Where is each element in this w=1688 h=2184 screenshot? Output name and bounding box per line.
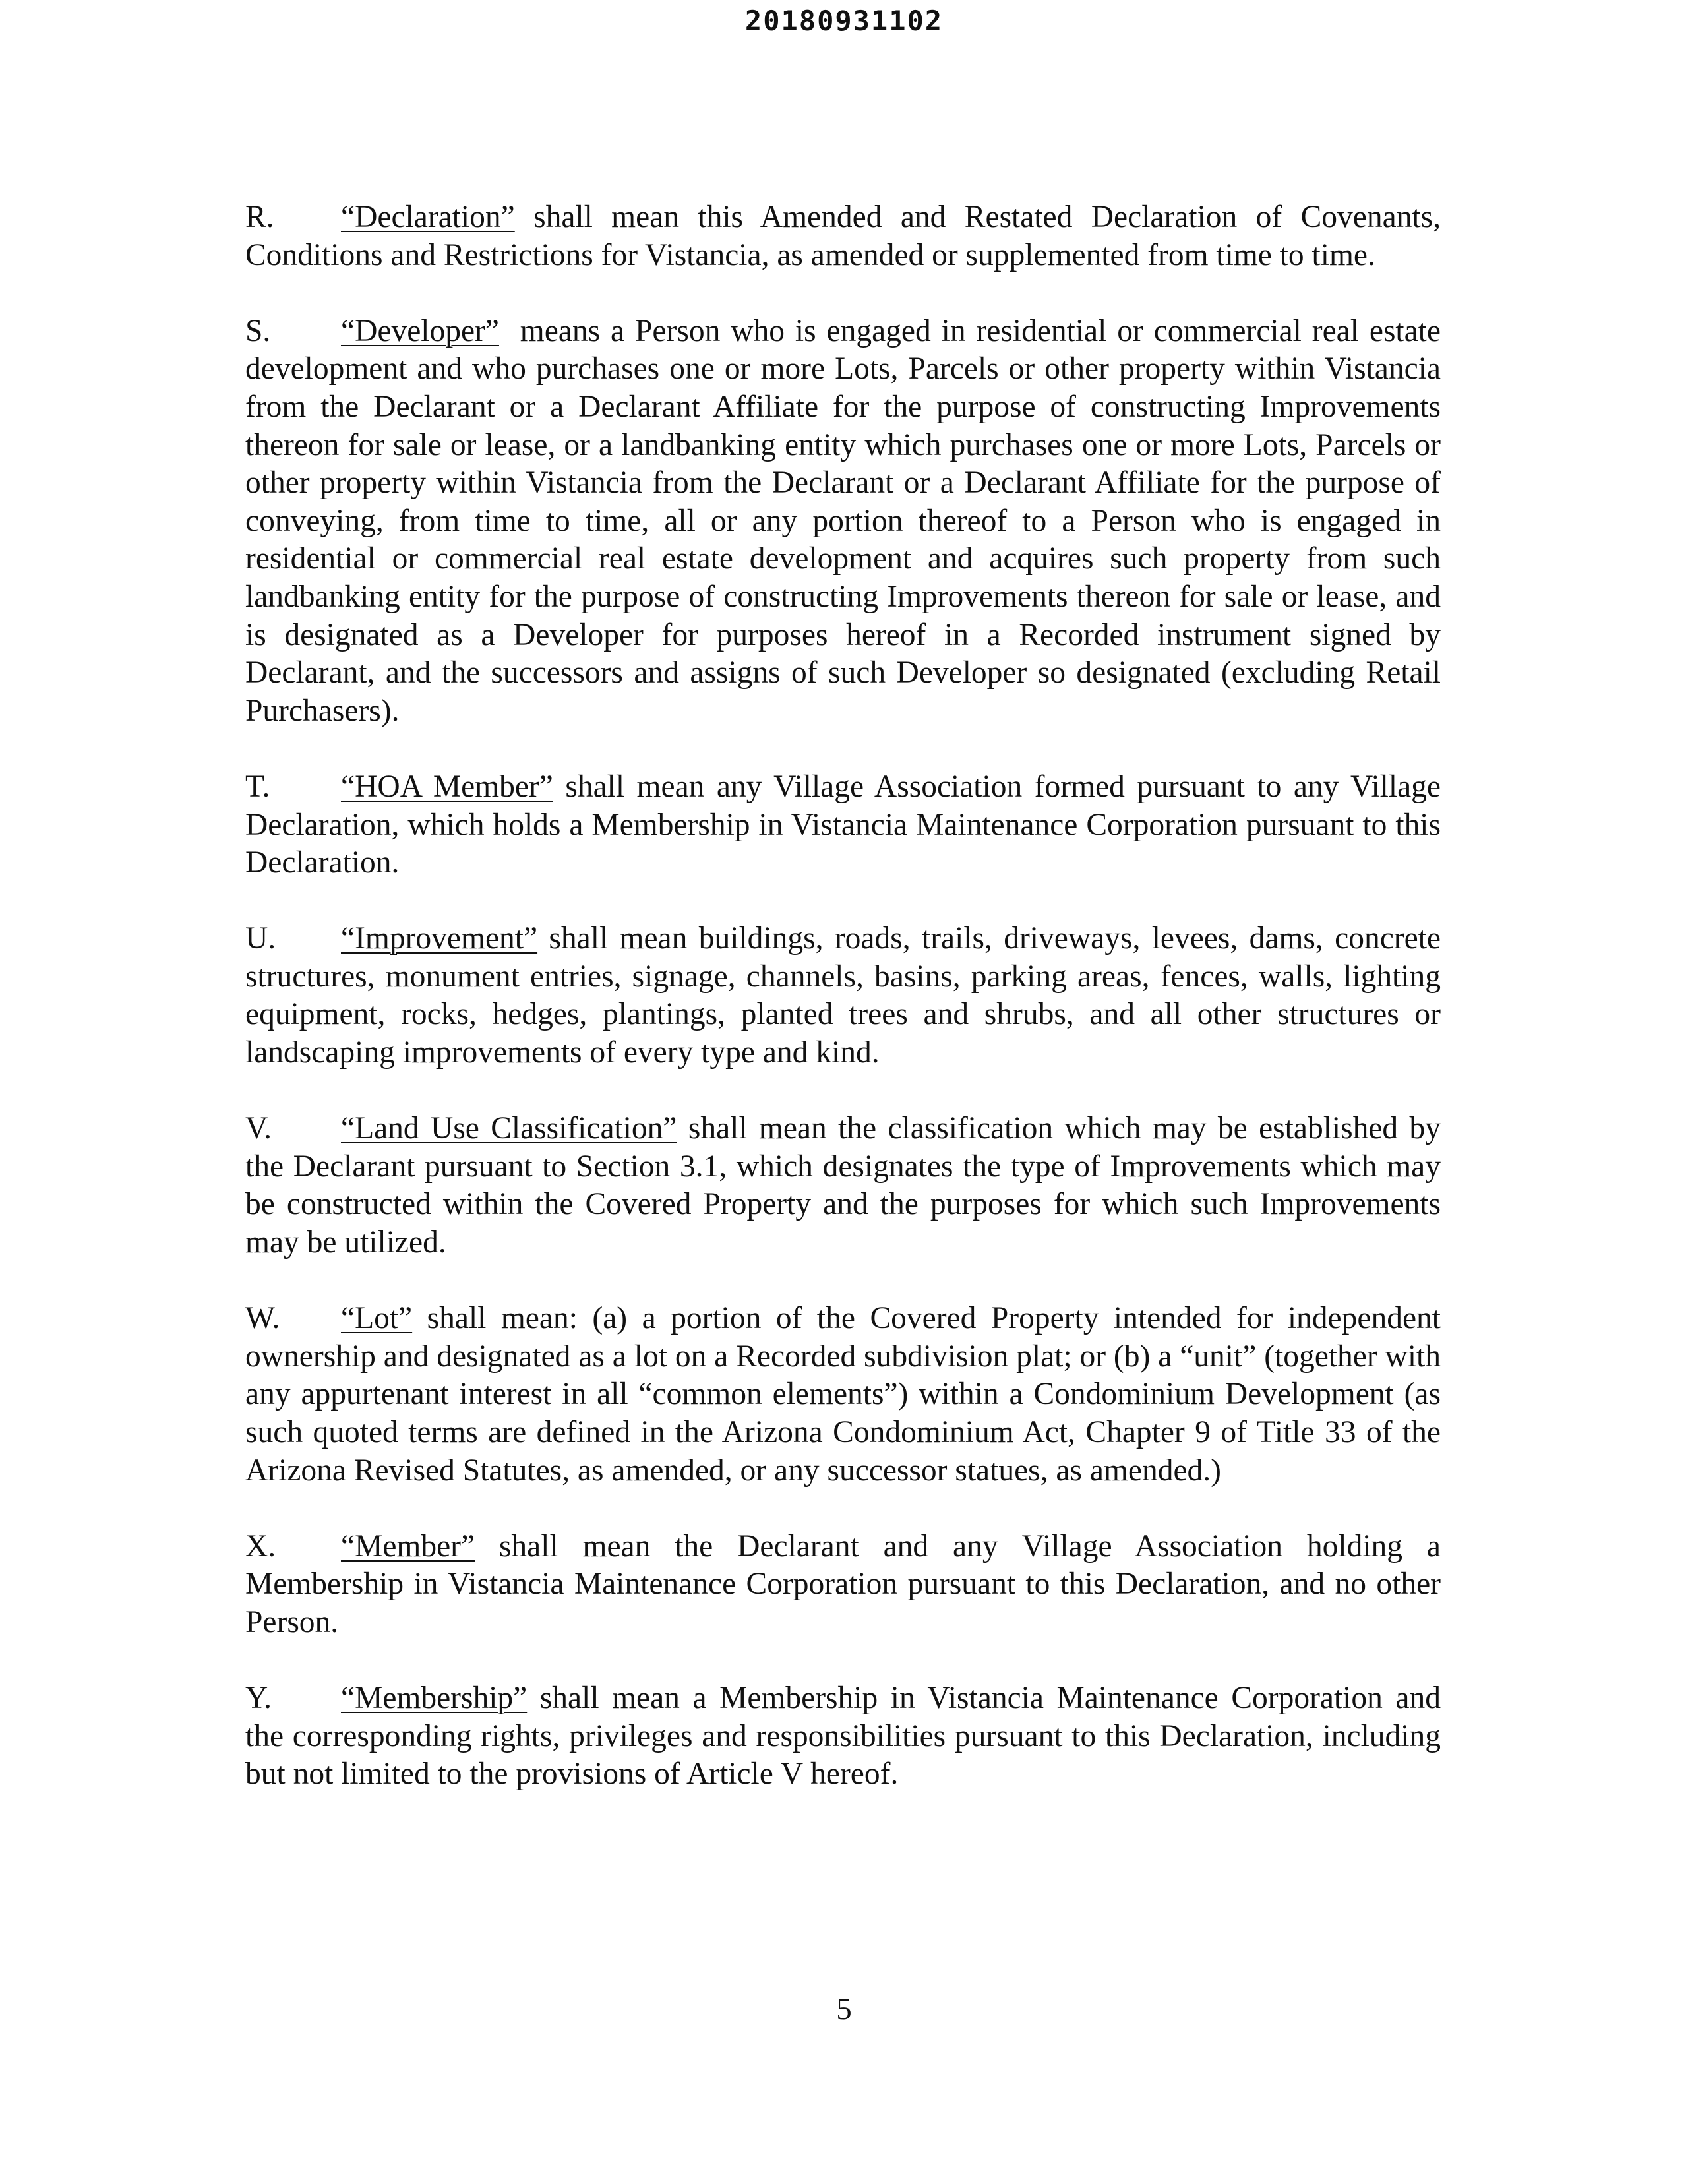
definition-letter: Y.	[245, 1681, 272, 1716]
defined-term: “Membership”	[341, 1681, 528, 1716]
definition-lot	[245, 1300, 1441, 1490]
definition-letter: X.	[245, 1529, 276, 1563]
definition-text: means a Person who is engaged in residential or commercial real estate development and who purchases one or more Lots, Parcels or other property within Vistancia from the Declarant or a Declarant Affiliate for the purpose of constructing Improvements thereon for sale or lease, or a landbanking entity which purchases one or more Lots, Parcels or other property within Vistancia from the Declarant or a Declarant Affiliate for the purpose of conveying, from time to time, all or any portion thereof to a Person who is engaged in residential or commercial real estate development and acquires such property from such landbanking entity for the purpose of constructing Improvements thereon for sale or lease, and is designated as a Developer for purposes hereof in a Recorded instrument signed by Declarant, and the successors and assigns of such Developer so designated (excluding Retail Purchasers).	[245, 313, 1449, 728]
definition-text: shall mean any Village Association formed pursuant to any Village Declaration, which holds a Membership in Vistancia Maintenance Corporation pursuant to this Declaration.	[245, 769, 1441, 880]
definition-letter: T.	[245, 769, 270, 804]
definition-letter: V.	[245, 1111, 272, 1146]
definition-declaration	[245, 198, 1441, 274]
definition-text: shall mean buildings, roads, trails, driveways, levees, dams, concrete structures, monument entries, signage, channels, basins, parking areas, fences, walls, lighting equipment, rocks, hedges, plantings, planted trees and shrubs, and all other structures or landscaping improvements of every type and kind.	[245, 921, 1441, 1070]
definition-letter: R.	[245, 200, 274, 234]
page-number: 5	[836, 1992, 852, 2026]
definition-developer	[245, 313, 1449, 731]
defined-term: “Developer”	[341, 313, 499, 348]
definition-letter: U.	[245, 921, 276, 956]
definition-text: shall mean the Declarant and any Village Association holding a Membership in Vistancia Maintenance Corporation pursuant to this Declaration, and no other Person.	[245, 1529, 1441, 1639]
definition-letter: W.	[245, 1301, 280, 1336]
defined-term: “Improvement”	[341, 921, 538, 956]
definition-hoa-member	[245, 768, 1441, 882]
definition-membership	[245, 1680, 1441, 1794]
defined-term: “Lot”	[341, 1301, 413, 1336]
definition-land-use-classification	[245, 1110, 1441, 1261]
defined-term: “Declaration”	[341, 200, 515, 234]
definitions-list	[245, 198, 1449, 1832]
defined-term: “Member”	[341, 1529, 475, 1563]
definition-improvement	[245, 920, 1441, 1072]
definition-text: shall mean: (a) a portion of the Covered Property intended for independent ownership and designated as a lot on a Recorded subdivision plat; or (b) a “unit” (together with any appurtenant interest in all “common elements”) within a Condominium Development (as such quoted terms are defined in the Arizona Condominium Act, Chapter 9 of Title 33 of the Arizona Revised Statutes, as amended, or any successor statues, as amended.)	[245, 1301, 1441, 1488]
document-number: 20180931102	[744, 5, 944, 37]
definition-text: shall mean a Membership in Vistancia Maintenance Corporation and the corresponding rights, privileges and responsibilities pursuant to this Declaration, including but not limited to the provisions of Article V hereof.	[245, 1681, 1441, 1792]
definition-text: shall mean the classification which may be established by the Declarant pursuant to Section 3.1, which designates the type of Improvements which may be constructed within the Covered Property and the purposes for which such Improvements may be utilized.	[245, 1111, 1441, 1260]
definition-letter: S.	[245, 313, 271, 348]
defined-term: “HOA Member”	[341, 769, 553, 804]
definition-member	[245, 1528, 1441, 1642]
defined-term: “Land Use Classification”	[341, 1111, 677, 1146]
definition-text: shall mean this Amended and Restated Declaration of Covenants, Conditions and Restrictions for Vistancia, as amended or supplemented from time to time.	[245, 200, 1441, 272]
